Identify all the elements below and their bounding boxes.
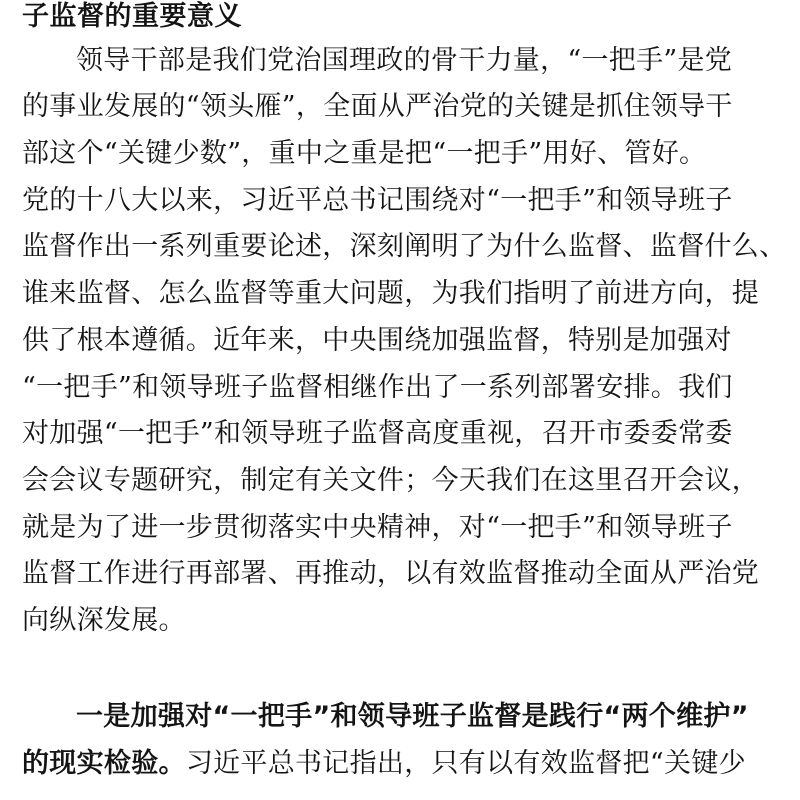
paragraph-line: 党的十八大以来，习近平总书记围绕对“一把手”和领导班子 [22,185,733,216]
paragraph-line: 监督作出一系列重要论述，深刻阐明了为什么监督、监督什么、 [22,231,787,262]
paragraph-line: 监督工作进行再部署、再推动，以有效监督推动全面从严治党 [22,558,760,589]
bold-lead-text: 的现实检验。 [22,748,186,779]
paragraph-line: 供了根本遵循。近年来，中央围绕加强监督，特别是加强对 [22,325,732,356]
paragraph-text: 习近平总书记指出，只有以有效监督把“关键少 [185,748,746,779]
paragraph-line: 部这个“关键少数”，重中之重是把“一把手”用好、管好。 [22,138,707,169]
paragraph-line: “一把手”和领导班子监督相继作出了一系列部署安排。我们 [22,372,733,403]
bold-lead-line: 一是加强对“一把手”和领导班子监督是践行“两个维护” [76,701,749,732]
paragraph-line: 对加强“一把手”和领导班子监督高度重视，召开市委委常委 [22,418,733,449]
paragraph-line: 的事业发展的“领头雁”，全面从严治党的关键是抓住领导干 [22,91,733,122]
paragraph-line: 向纵深发展。 [22,605,186,636]
paragraph-line [22,747,746,781]
paragraph-line: 领导干部是我们党治国理政的骨干力量，“一把手”是党 [76,45,733,76]
paragraph-line: 就是为了进一步贯彻落实中央精神，对“一把手”和领导班子 [22,512,733,543]
section-heading: 子监督的重要意义 [22,1,242,32]
paragraph-line: 谁来监督、怎么监督等重大问题，为我们指明了前进方向，提 [22,278,760,309]
paragraph-line: 会会议专题研究，制定有关文件；今天我们在这里召开会议， [22,465,760,496]
